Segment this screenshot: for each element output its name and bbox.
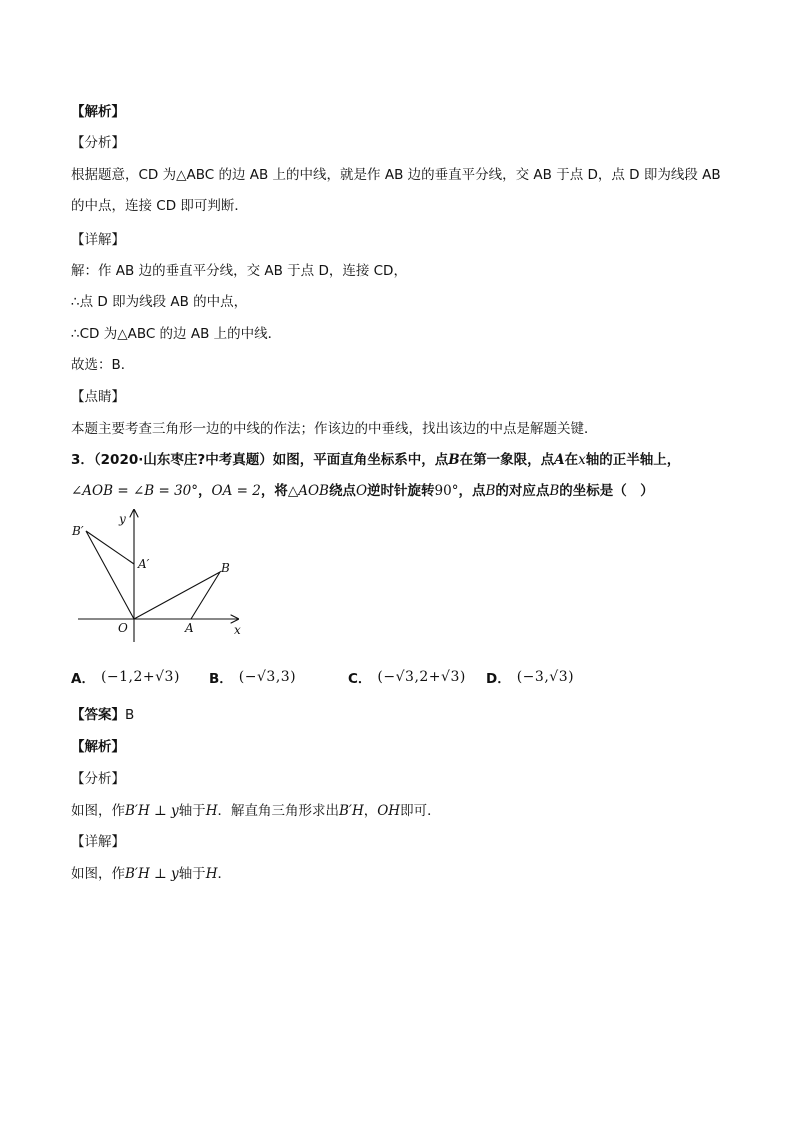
label-B: B [221, 561, 230, 575]
q-text: 逆时针旋转 [367, 483, 435, 499]
text: 轴于 [178, 866, 206, 882]
option-value: (−1,2+√3) [100, 669, 180, 685]
label-Bp: B′ [72, 524, 84, 538]
math-var: H [205, 866, 218, 882]
math-var: OH [377, 803, 401, 819]
option-d[interactable] [486, 664, 574, 690]
text: 如图，作 [71, 803, 125, 819]
q-text: 在 [564, 452, 579, 468]
option-letter: D． [486, 671, 511, 687]
q-text: ，将 [260, 483, 288, 499]
option-letter: C． [348, 671, 372, 687]
question-line-2 [71, 482, 654, 500]
heading-dianjing: 【点睛】 [71, 389, 125, 405]
math-var: B [549, 483, 560, 499]
answer-value: B [125, 707, 135, 723]
analysis2-line [71, 802, 441, 820]
label-Ap: A′ [138, 557, 150, 571]
comment-line-1: 本题主要考查三角形一边的中线的作法；作该边的中垂线，找出该边的中点是解题关键． [71, 421, 598, 437]
solution2-line [71, 865, 231, 883]
q-text: 的对应点 [495, 483, 550, 499]
math-symbol: ⊥ [149, 803, 172, 819]
text: 如图，作 [71, 866, 125, 882]
math-var: B [485, 483, 496, 499]
q-text: ，点 [458, 483, 486, 499]
math-var: B′H [338, 803, 364, 819]
math-condition: ∠AOB = ∠B = 30° [71, 483, 198, 499]
answer-line [71, 706, 134, 724]
math-var: B′H [125, 866, 150, 882]
question-number: 3． [71, 452, 94, 468]
math-condition: OA = 2 [211, 483, 261, 499]
triangle-A1OB1 [86, 531, 134, 619]
coordinate-figure [66, 504, 256, 650]
text: ．解直角三角形求出 [217, 803, 339, 819]
heading-jiexi-2: 【解析】 [71, 739, 125, 755]
math-var: x [578, 452, 586, 468]
option-c[interactable] [348, 664, 466, 690]
option-b[interactable] [209, 664, 296, 690]
triangle-AOB [134, 572, 220, 619]
option-a[interactable] [71, 664, 180, 690]
label-x: x [234, 623, 241, 637]
math-var: B [448, 452, 460, 468]
option-letter: A． [71, 671, 95, 687]
q-text: 在第一象限，点 [459, 452, 555, 468]
option-value: (−3,√3) [516, 669, 575, 685]
math-var: A [554, 452, 565, 468]
solution-line-4: 故选：B． [71, 357, 135, 373]
math-var: y [171, 866, 179, 882]
math-var: H [205, 803, 218, 819]
heading-xiangjie-2: 【详解】 [71, 834, 125, 850]
heading-xiangjie: 【详解】 [71, 232, 125, 248]
heading-jiexi: 【解析】 [71, 104, 125, 120]
option-letter: B． [209, 671, 233, 687]
label-O: O [118, 621, 128, 635]
heading-fenxi: 【分析】 [71, 135, 125, 151]
q-text: 绕点 [328, 483, 356, 499]
analysis-line-2: 的中点，连接 CD 即可判断． [71, 198, 248, 214]
q-text: 轴的正半轴上， [585, 452, 681, 468]
math-angle: 90° [434, 483, 459, 499]
heading-daan: 【答案】 [71, 707, 125, 723]
q-text: 如图，平面直角坐标系中，点 [272, 452, 449, 468]
analysis-line-1: 根据题意，CD 为△ABC 的边 AB 上的中线，就是作 AB 边的垂直平分线，交 AB 于点 D，点 D 即为线段 AB [71, 167, 721, 183]
heading-fenxi-2: 【分析】 [71, 771, 125, 787]
option-value: (−√3,2+√3) [377, 669, 466, 685]
label-y: y [119, 512, 126, 526]
solution-line-3: ∴CD 为△ABC 的边 AB 上的中线． [71, 326, 282, 342]
math-var: O [355, 483, 368, 499]
text: 轴于 [178, 803, 206, 819]
q-text: 的坐标是（ ） [559, 483, 654, 499]
option-value: (−√3,3) [238, 669, 297, 685]
math-var: y [171, 803, 179, 819]
math-var: △AOB [287, 483, 329, 499]
math-var: B′H [125, 803, 150, 819]
label-A: A [185, 621, 194, 635]
q-text: ， [198, 483, 212, 499]
text: ． [217, 866, 231, 882]
text: ， [363, 803, 378, 819]
text: 即可． [400, 803, 441, 819]
solution-line-1: 解：作 AB 边的垂直平分线，交 AB 于点 D，连接 CD， [71, 263, 407, 279]
question-line-1 [71, 451, 680, 469]
question-source: （2020·山东枣庄?中考真题） [93, 452, 273, 468]
math-symbol: ⊥ [149, 866, 172, 882]
solution-line-2: ∴点 D 即为线段 AB 的中点， [71, 294, 248, 310]
